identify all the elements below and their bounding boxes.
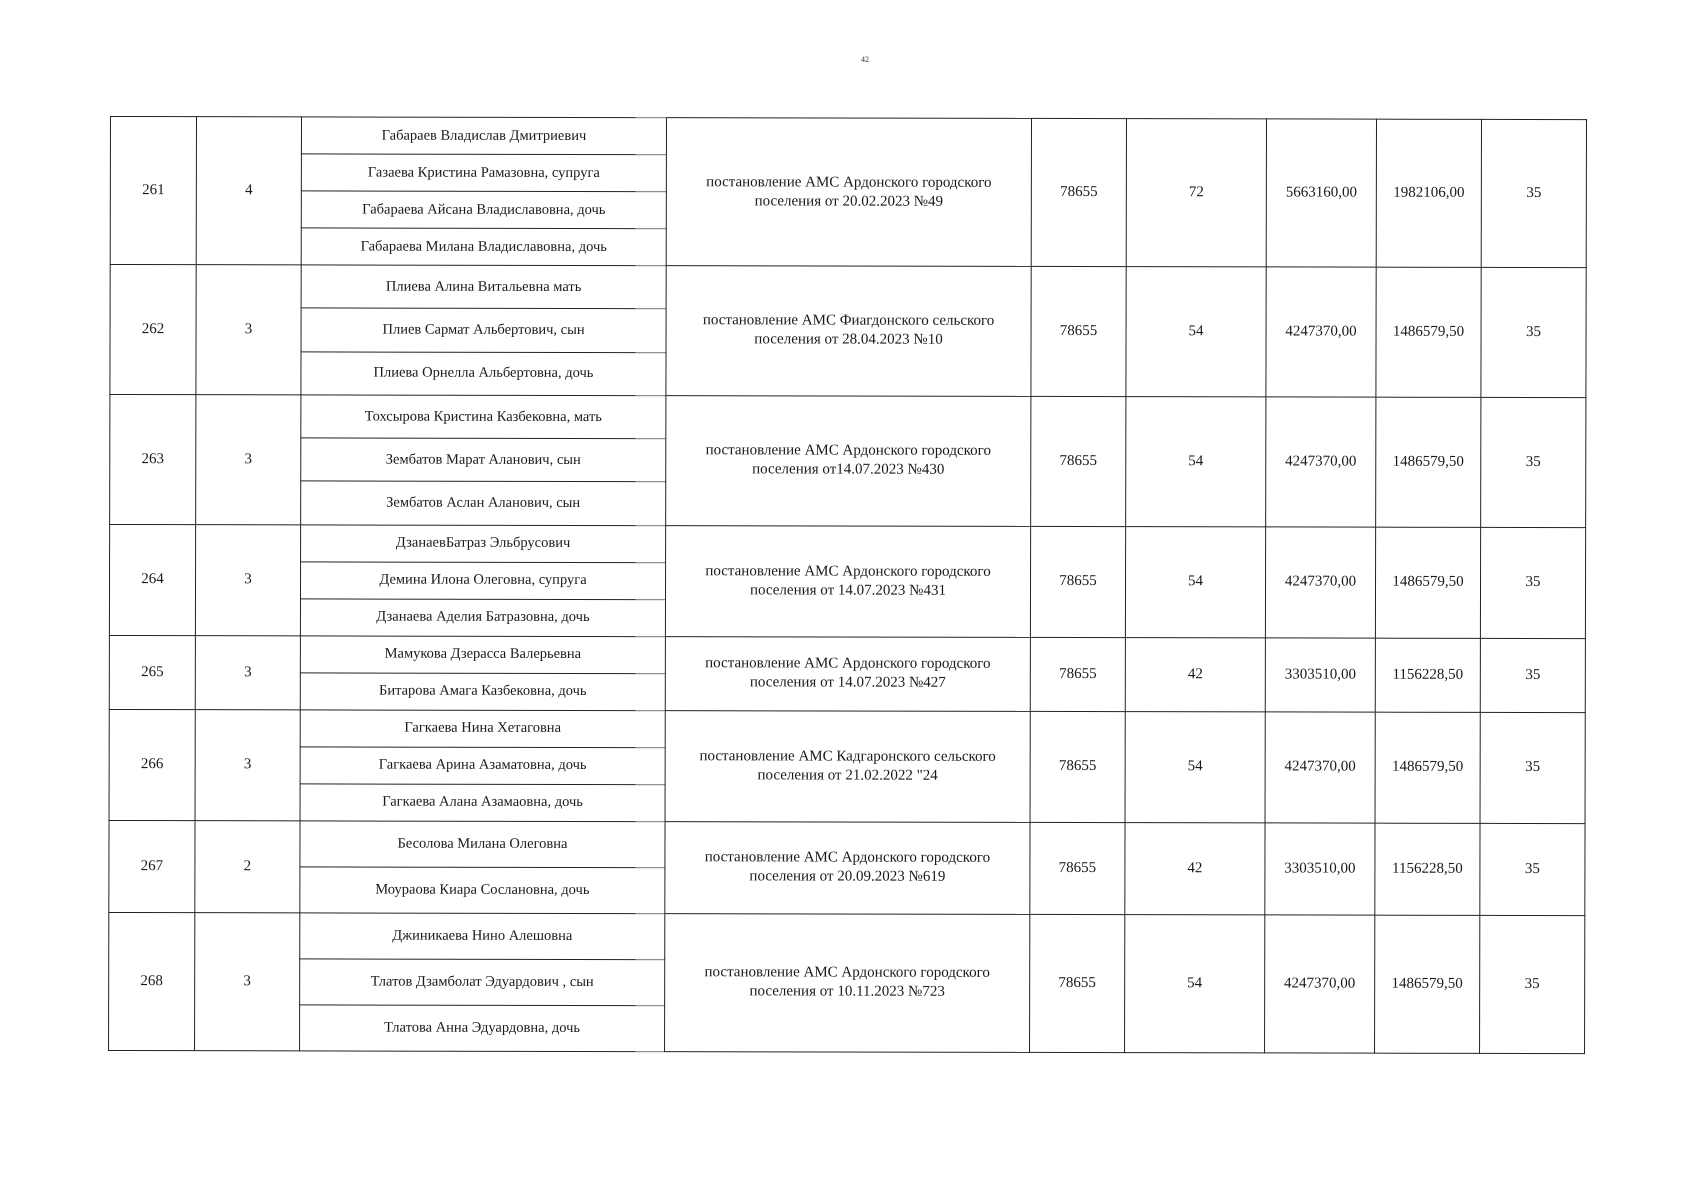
family-member-cell: Демина Илона Олеговна, супруга: [300, 562, 665, 600]
decree-cell: постановление АМС Ардонского городского поселения от 20.02.2023 №49: [666, 118, 1031, 267]
payment-cell: 1486579,50: [1375, 712, 1480, 823]
decree-cell: постановление АМС Ардонского городского поселения от 14.07.2023 №431: [665, 525, 1030, 637]
family-size-cell: 3: [196, 395, 301, 525]
percent-cell: 35: [1480, 712, 1585, 823]
family-member-cell: Бесолова Милана Олеговна: [300, 821, 665, 868]
payment-cell: 1486579,50: [1375, 915, 1480, 1053]
area-cell: 54: [1125, 914, 1265, 1052]
area-cell: 42: [1125, 822, 1265, 914]
cost-norm-cell: 78655: [1030, 526, 1125, 637]
family-member-cell: Габараева Милана Владиславовна, дочь: [301, 228, 666, 266]
decree-cell: постановление АМС Фиагдонского сельского поселения от 28.04.2023 №10: [666, 266, 1031, 397]
row-number-cell: 261: [110, 117, 196, 265]
family-member-cell: Габараева Айсана Владиславовна, дочь: [301, 191, 666, 229]
decree-cell: постановление АМС Кадгаронского сельского поселения от 21.02.2022 "24: [665, 710, 1030, 822]
beneficiary-table: [108, 116, 1587, 1054]
row-number-cell: 265: [109, 635, 195, 709]
family-member-cell: Тлатова Анна Эдуардовна, дочь: [300, 1005, 665, 1052]
decree-cell: постановление АМС Ардонского городского поселения от 14.07.2023 №427: [665, 636, 1030, 711]
family-size-cell: 2: [195, 820, 300, 912]
family-member-cell: Тохсырова Кристина Казбековна, мать: [301, 395, 666, 439]
family-member-cell: Плиева Орнелла Альбертовна, дочь: [301, 351, 666, 395]
family-member-cell: Зембатов Аслан Аланович, сын: [301, 481, 666, 525]
cost-norm-cell: 78655: [1030, 914, 1125, 1052]
family-size-cell: 3: [195, 709, 300, 820]
family-member-cell: Плиева Алина Витальевна мать: [301, 265, 666, 309]
total-cost-cell: 3303510,00: [1265, 638, 1375, 712]
decree-cell: постановление АМС Ардонского городского поселения от14.07.2023 №430: [666, 396, 1031, 527]
family-member-cell: Габараев Владислав Дмитриевич: [301, 117, 666, 155]
family-member-cell: Гагкаева Нина Хетаговна: [300, 710, 665, 748]
payment-cell: 1486579,50: [1375, 527, 1480, 638]
total-cost-cell: 4247370,00: [1265, 915, 1375, 1053]
payment-cell: 1486579,50: [1376, 267, 1481, 397]
table-row: [109, 820, 1585, 869]
percent-cell: 35: [1481, 267, 1586, 397]
family-member-cell: Мамукова Дзерасса Валерьевна: [300, 636, 665, 674]
table-row: [109, 912, 1585, 961]
row-number-cell: 263: [110, 394, 196, 524]
table-row: [110, 265, 1586, 311]
family-member-cell: Моураова Киара Сослановна, дочь: [300, 867, 665, 914]
total-cost-cell: 4247370,00: [1266, 397, 1376, 527]
family-size-cell: 3: [196, 265, 301, 395]
total-cost-cell: 4247370,00: [1265, 527, 1375, 638]
table-row: [109, 709, 1585, 749]
table-row: [110, 394, 1586, 440]
cost-norm-cell: 78655: [1030, 637, 1125, 711]
total-cost-cell: 4247370,00: [1266, 267, 1376, 397]
payment-cell: 1156228,50: [1375, 638, 1480, 712]
percent-cell: 35: [1480, 527, 1585, 638]
area-cell: 42: [1125, 637, 1265, 711]
area-cell: 54: [1125, 711, 1265, 822]
area-cell: 54: [1126, 397, 1266, 527]
percent-cell: 35: [1481, 397, 1586, 527]
payment-cell: 1982106,00: [1376, 119, 1481, 267]
cost-norm-cell: 78655: [1031, 118, 1126, 266]
family-size-cell: 4: [196, 117, 301, 265]
table-row: [110, 524, 1586, 564]
family-size-cell: 3: [195, 524, 300, 635]
total-cost-cell: 4247370,00: [1265, 712, 1375, 823]
row-number-cell: 268: [109, 912, 195, 1050]
family-member-cell: ДзанаевБатраз Эльбрусович: [301, 525, 666, 563]
cost-norm-cell: 78655: [1030, 822, 1125, 914]
table-row: [110, 117, 1586, 157]
row-number-cell: 262: [110, 265, 196, 395]
decree-cell: постановление АМС Ардонского городского поселения от 20.09.2023 №619: [665, 821, 1030, 914]
family-member-cell: Битарова Амага Казбековна, дочь: [300, 673, 665, 711]
cost-norm-cell: 78655: [1031, 266, 1126, 396]
row-number-cell: 266: [109, 709, 195, 820]
page-number: 42: [861, 55, 869, 64]
payment-cell: 1156228,50: [1375, 823, 1480, 915]
area-cell: 54: [1126, 267, 1266, 397]
area-cell: 54: [1125, 526, 1265, 637]
cost-norm-cell: 78655: [1031, 396, 1126, 526]
percent-cell: 35: [1480, 638, 1585, 712]
row-number-cell: 267: [109, 820, 195, 912]
family-member-cell: Гагкаева Арина Азаматовна, дочь: [300, 747, 665, 785]
area-cell: 72: [1126, 119, 1266, 267]
row-number-cell: 264: [109, 524, 195, 635]
family-member-cell: Джиникаева Нино Алешовна: [300, 913, 665, 960]
total-cost-cell: 5663160,00: [1266, 119, 1376, 267]
total-cost-cell: 3303510,00: [1265, 823, 1375, 915]
payment-cell: 1486579,50: [1376, 397, 1481, 527]
family-size-cell: 3: [195, 635, 300, 709]
family-member-cell: Гагкаева Алана Азамаовна, дочь: [300, 784, 665, 822]
percent-cell: 35: [1481, 119, 1586, 267]
decree-cell: постановление АМС Ардонского городского поселения от 10.11.2023 №723: [665, 913, 1030, 1052]
table-body: [109, 117, 1587, 1054]
cost-norm-cell: 78655: [1030, 711, 1125, 822]
family-member-cell: Зембатов Марат Аланович, сын: [301, 438, 666, 482]
family-size-cell: 3: [195, 912, 300, 1050]
family-member-cell: Тлатов Дзамболат Эдуардович , сын: [300, 959, 665, 1006]
family-member-cell: Дзанаева Аделия Батразовна, дочь: [300, 599, 665, 637]
percent-cell: 35: [1480, 823, 1585, 915]
percent-cell: 35: [1480, 915, 1585, 1053]
family-member-cell: Газаева Кристина Рамазовна, супруга: [301, 154, 666, 192]
family-member-cell: Плиев Сармат Альбертович, сын: [301, 308, 666, 352]
table-row: [109, 635, 1585, 675]
